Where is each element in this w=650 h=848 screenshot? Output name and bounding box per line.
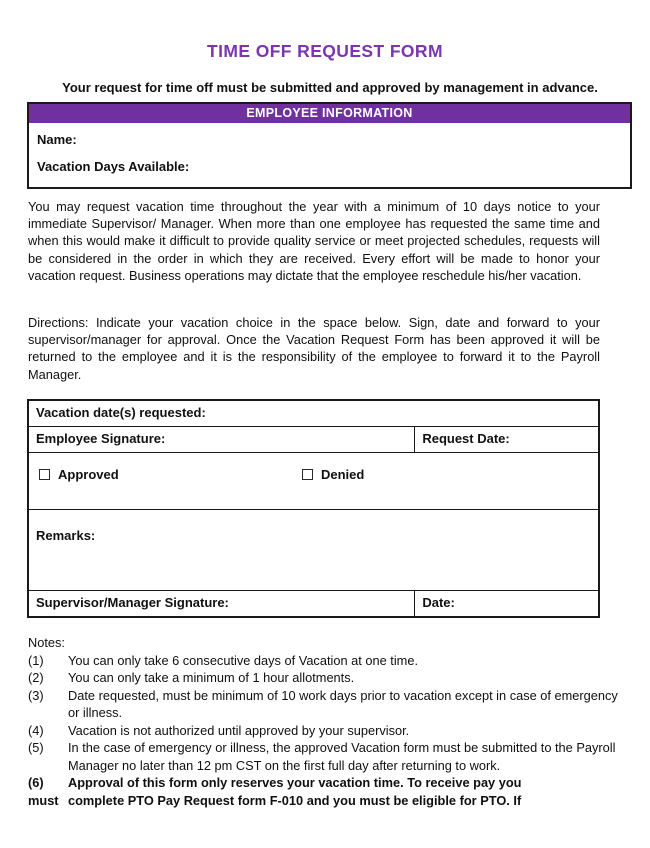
denied-checkbox[interactable] xyxy=(302,469,313,480)
note-continuation-label: must xyxy=(28,792,59,808)
employee-information-header: EMPLOYEE INFORMATION xyxy=(29,104,630,123)
note-text: You can only take 6 consecutive days of Vacation at one time. xyxy=(68,652,419,668)
approved-label: Approved xyxy=(58,467,119,482)
notes-heading: Notes: xyxy=(28,635,65,650)
table-row-remarks xyxy=(28,510,599,591)
approved-checkbox[interactable] xyxy=(39,469,50,480)
approval-checkboxes-cell xyxy=(28,453,599,510)
table-row-approval-checkboxes xyxy=(28,453,599,510)
note-text: Date requested, must be minimum of 10 work days prior to vacation except in case of emergency or illness. xyxy=(68,687,618,720)
note-item-2 xyxy=(28,669,628,687)
note-number: (6) xyxy=(28,775,44,790)
page-title: TIME OFF REQUEST FORM xyxy=(207,41,443,61)
supervisor-signature-cell[interactable] xyxy=(28,591,415,618)
vacation-dates-cell[interactable] xyxy=(28,400,599,427)
note-item-4 xyxy=(28,722,628,740)
note-number: (1) xyxy=(28,652,44,668)
note-number: (3) xyxy=(28,687,44,703)
note-number: (5) xyxy=(28,740,44,755)
note-number: (4) xyxy=(28,722,44,738)
approved-checkbox-group[interactable] xyxy=(39,467,119,482)
note-text: Approval of this form only reserves your vacation time. To receive pay you xyxy=(68,775,522,790)
supervisor-signature-label: Supervisor/Manager Signature: xyxy=(36,595,229,610)
note-item-3 xyxy=(28,687,628,722)
employee-signature-cell[interactable] xyxy=(28,427,415,453)
note-text: In the case of emergency or illness, the approved Vacation form must be submitted to the Payroll Manager no later than 12 pm CST on the first full day after returning to work. xyxy=(68,740,616,773)
table-row-employee-signature xyxy=(28,427,599,453)
vacation-request-table xyxy=(27,399,600,618)
policy-paragraph: You may request vacation time throughout the year with a minimum of 10 days notice to your immediate Supervisor/ Manager. When more than one employee has requested the same time and when this would make it difficult to provide quality service or meet projected schedules, requests will be considered in the order in which they are received. Every effort will be made to honor your vacation request. Business operations may dictate that the employee reschedule his/her vacation. xyxy=(28,199,600,283)
vacation-days-available-field[interactable]: Vacation Days Available: xyxy=(37,159,190,174)
employee-signature-label: Employee Signature: xyxy=(36,431,166,446)
remarks-cell[interactable] xyxy=(28,510,599,591)
directions-paragraph: Directions: Indicate your vacation choice in the space below. Sign, date and forward to your supervisor/manager for approval. Once the Vacation Request Form has been approved it will be returned to the employee and it is the responsibility of the employee to forward it to the Payroll Manager. xyxy=(28,315,600,382)
note-item-1 xyxy=(28,652,628,670)
note-text: Vacation is not authorized until approved by your supervisor. xyxy=(68,722,410,738)
notes-section xyxy=(28,634,628,809)
note-text: You can only take a minimum of 1 hour allotments. xyxy=(68,670,355,685)
request-date-label: Request Date: xyxy=(422,431,510,446)
request-date-cell[interactable] xyxy=(415,427,599,453)
note-item-6-continued xyxy=(28,792,628,810)
employee-information-box xyxy=(27,102,632,189)
vacation-dates-label: Vacation date(s) requested: xyxy=(36,405,206,420)
denied-checkbox-group[interactable] xyxy=(302,467,364,482)
note-number: (2) xyxy=(28,670,44,685)
supervisor-date-cell[interactable] xyxy=(415,591,599,618)
table-row-supervisor-signature xyxy=(28,591,599,618)
employee-information-body xyxy=(29,123,630,187)
note-item-5 xyxy=(28,739,628,774)
denied-label: Denied xyxy=(321,467,365,482)
table-row-vacation-dates xyxy=(28,400,599,427)
note-text: complete PTO Pay Request form F-010 and you must be eligible for PTO. If xyxy=(68,792,522,808)
remarks-label: Remarks: xyxy=(36,528,96,543)
form-subtitle: Your request for time off must be submitted and approved by management in advance. xyxy=(62,80,598,95)
supervisor-date-label: Date: xyxy=(422,595,455,610)
note-item-6 xyxy=(28,774,628,792)
employee-name-field[interactable]: Name: xyxy=(37,132,77,147)
